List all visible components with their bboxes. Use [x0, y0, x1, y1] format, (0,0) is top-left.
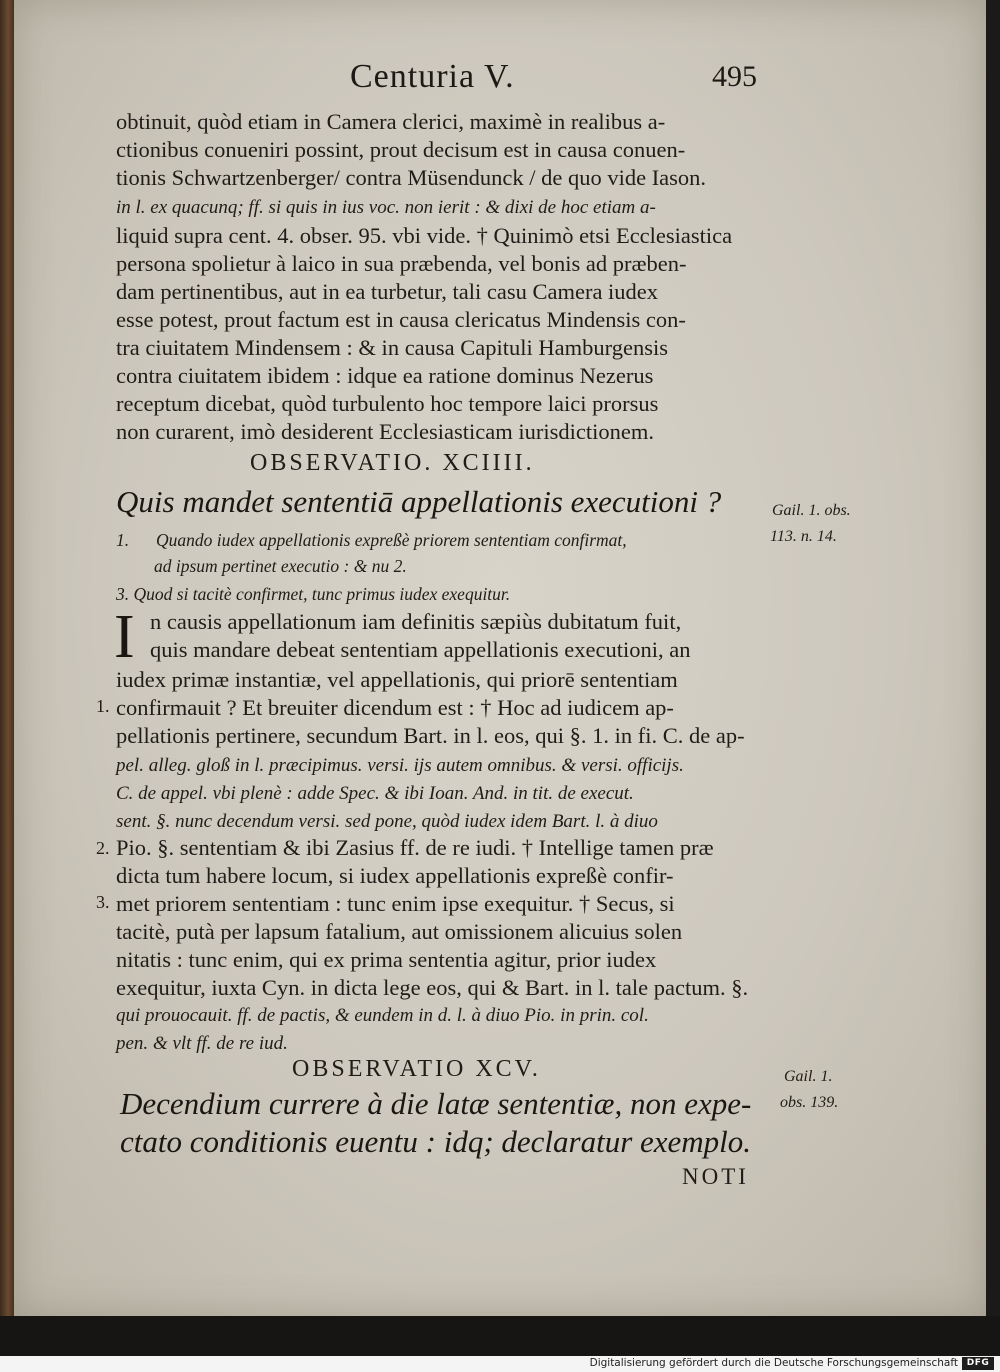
observation-title-line: ctato conditionis euentu : idq; declaratur exemplo.	[120, 1124, 752, 1159]
text-line: quis mandare debeat sententiam appellationis executioni, an	[150, 637, 691, 662]
page-number: 495	[712, 60, 757, 93]
text-line: contra ciuitatem ibidem : idque ea ratione dominus Nezerus	[116, 363, 654, 388]
catchword: NOTI	[682, 1164, 749, 1189]
summary-line: 3. Quod si tacitè confirmet, tunc primus iudex exequitur.	[116, 584, 511, 604]
summary-number: 1.	[116, 530, 130, 550]
text-line: esse potest, prout factum est in causa clericatus Mindensis con-	[116, 307, 686, 332]
observation-heading: OBSERVATIO. XCIIII.	[250, 450, 535, 476]
text-line: dicta tum habere locum, si iudex appellationis expreßè confir-	[116, 863, 674, 888]
margin-number: 2.	[96, 838, 110, 858]
margin-reference: obs. 139.	[780, 1094, 839, 1111]
margin-reference: Gail. 1.	[784, 1068, 833, 1085]
summary-line: ad ipsum pertinet executio : & nu 2.	[154, 556, 407, 576]
text-line: n causis appellationum iam definitis sæpiùs dubitatum fuit,	[150, 609, 682, 634]
text-line: qui prouocauit. ff. de pactis, & eundem in d. l. à diuo Pio. in prin. col.	[116, 1005, 649, 1026]
text-line: tra ciuitatem Mindensem : & in causa Capituli Hamburgensis	[116, 335, 668, 360]
observation-question: Quis mandet sententiā appellationis executioni ?	[116, 484, 722, 519]
footer-credit-text: Digitalisierung gefördert durch die Deutsche Forschungsgemeinschaft	[589, 1357, 958, 1369]
text-line: receptum dicebat, quòd turbulento hoc tempore laici prorsus	[116, 391, 659, 416]
text-line: pen. & vlt ff. de re iud.	[116, 1033, 288, 1054]
text-line: C. de appel. vbi plenè : adde Spec. & ibi Ioan. And. in tit. de execut.	[116, 783, 634, 804]
text-line: pel. alleg. gloß in l. præcipimus. versi. ijs autem omnibus. & versi. officijs.	[116, 755, 684, 776]
dfg-logo: DFG	[962, 1357, 994, 1370]
text-line: met priorem sententiam : tunc enim ipse exequitur. † Secus, si	[116, 891, 675, 916]
scan-background	[0, 1316, 1000, 1356]
margin-reference: 113. n. 14.	[770, 528, 837, 545]
text-line: exequitur, iuxta Cyn. in dicta lege eos, qui & Bart. in l. tale pactum. §.	[116, 975, 749, 1000]
text-line: tacitè, putà per lapsum fatalium, aut omissionem alicuius solen	[116, 919, 683, 944]
text-line: non curarent, imò desiderent Ecclesiasticam iurisdictionem.	[116, 419, 654, 444]
text-line: iudex primæ instantiæ, vel appellationis, qui priorē sententiam	[116, 667, 678, 692]
footer-bar	[0, 1356, 1000, 1372]
text-line: liquid supra cent. 4. obser. 95. vbi vide. † Quinimò etsi Ecclesiastica	[116, 223, 733, 248]
margin-number: 1.	[96, 696, 110, 716]
text-line: confirmauit ? Et breuiter dicendum est : † Hoc ad iudicem ap-	[116, 695, 674, 720]
text-line: in l. ex quacunq; ff. si quis in ius voc. non ierit : & dixi de hoc etiam a-	[116, 197, 656, 218]
summary-line: Quando iudex appellationis expreßè priorem sententiam confirmat,	[156, 530, 627, 550]
text-line: pellationis pertinere, secundum Bart. in l. eos, qui §. 1. in fi. C. de ap-	[116, 723, 745, 748]
text-line: nitatis : tunc enim, qui ex prima sententia agitur, prior iudex	[116, 947, 657, 972]
observation-title-line: Decendium currere à die latæ sententiæ, non expe-	[120, 1086, 752, 1121]
text-line: ctionibus conueniri possint, prout decisum est in causa conuen-	[116, 137, 686, 162]
text-line: Pio. §. sententiam & ibi Zasius ff. de re iudi. † Intellige tamen præ	[116, 835, 714, 860]
text-line: dam pertinentibus, aut in ea turbetur, tali casu Camera iudex	[116, 279, 659, 304]
drop-capital: I	[114, 603, 135, 671]
text-line: sent. §. nunc decendum versi. sed pone, quòd iudex idem Bart. l. à diuo	[116, 811, 658, 832]
observation-heading: OBSERVATIO XCV.	[292, 1056, 541, 1082]
text-line: persona spolietur à laico in sua præbenda, vel bonis ad præben-	[116, 251, 687, 276]
text-line: obtinuit, quòd etiam in Camera clerici, maximè in realibus a-	[116, 109, 666, 134]
margin-reference: Gail. 1. obs.	[772, 502, 851, 519]
text-line: tionis Schwartzenberger/ contra Müsendunck / de quo vide Iason.	[116, 165, 707, 190]
margin-number: 3.	[96, 892, 110, 912]
running-header-title: Centuria V.	[350, 58, 515, 95]
